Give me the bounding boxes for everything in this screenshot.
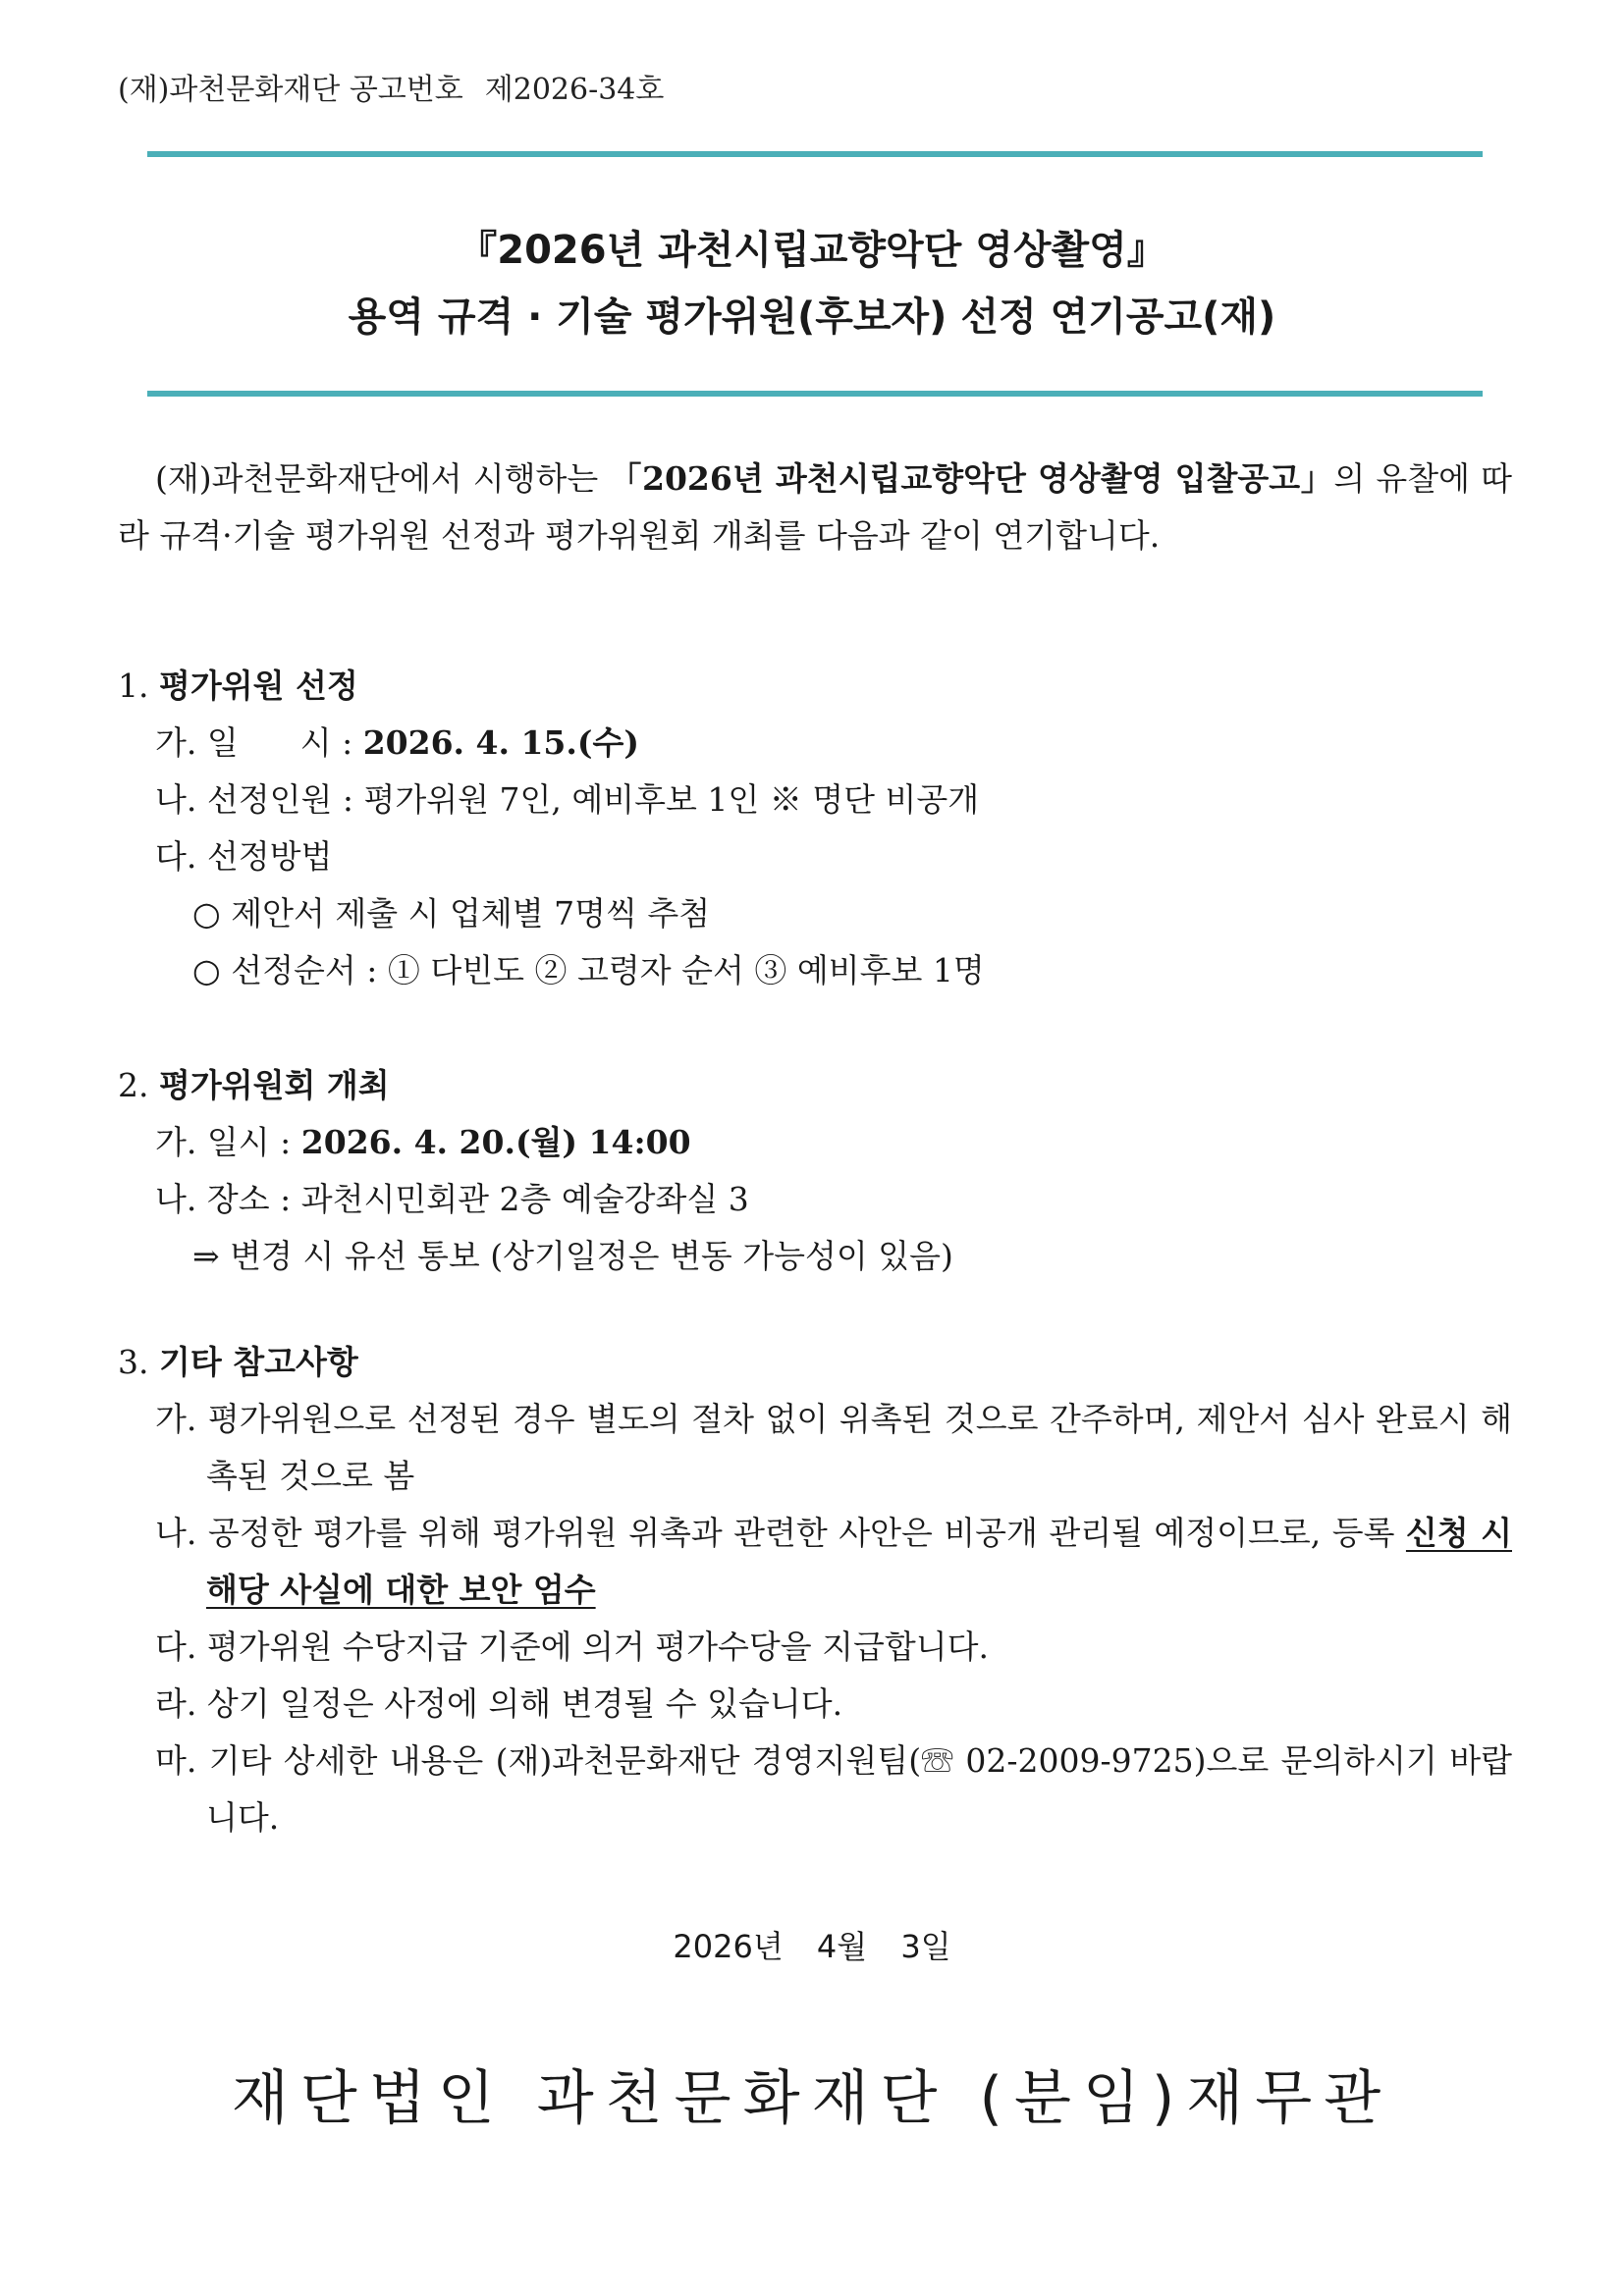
list-item (155, 1619, 1512, 1676)
section-heading (118, 1057, 1512, 1114)
intro-bid-title: 「2026년 과천시립교향악단 영상촬영 입찰공고」 (609, 459, 1334, 498)
security-emphasis: 신청 시 해당 사실에 대한 보안 엄수 (206, 1514, 1512, 1609)
list-item (155, 772, 1512, 828)
list-item (155, 1114, 1512, 1171)
item-label: 장소 (206, 1180, 270, 1218)
list-item (155, 1391, 1512, 1505)
circle-bullet: ○ (192, 951, 221, 989)
item-value: 평가위원 7인, 예비후보 1인 ※ 명단 비공개 (363, 780, 980, 819)
item-label: 일시 (206, 1123, 270, 1161)
section-heading (118, 1334, 1512, 1391)
title-divider (147, 391, 1483, 397)
item-marker: 나. (155, 1180, 197, 1218)
section-number: 1. (118, 667, 149, 705)
item-label: 선정방법 (206, 837, 333, 876)
section-title: 기타 참고사항 (159, 1343, 358, 1381)
item-marker: 나. (155, 1514, 197, 1552)
list-item (155, 828, 1512, 885)
sub-item-text: 선정순서 : ① 다빈도 ② 고령자 순서 ③ 예비후보 1명 (231, 951, 985, 989)
intro-pre: (재)과천문화재단에서 시행하는 (155, 459, 610, 498)
list-item (155, 1733, 1512, 1846)
header-number: 제2026-34호 (484, 73, 665, 107)
section-heading (118, 658, 1512, 715)
title-line-1: 『2026년 과천시립교향악단 영상촬영』 (458, 228, 1166, 273)
sub-item (192, 942, 1512, 999)
change-note (192, 1228, 1512, 1285)
section-number: 3. (118, 1343, 149, 1381)
item-marker: 마. (155, 1741, 197, 1780)
item-marker: 나. (155, 780, 197, 819)
list-item (155, 1676, 1512, 1733)
sub-item-text: 제안서 제출 시 업체별 7명씩 추첨 (231, 894, 711, 933)
item-label: 일 시 (206, 723, 332, 762)
issuer-signature: 재단법인 과천문화재단 (분임)재무관 (231, 2064, 1393, 2133)
intro-paragraph (118, 451, 1512, 564)
item-text: 평가위원으로 선정된 경우 별도의 절차 없이 위촉된 것으로 간주하며, 제안서 심사 완료시 해촉된 것으로 봄 (206, 1400, 1512, 1495)
section-committee-meeting (118, 1057, 1512, 1285)
item-label: 선정인원 (206, 780, 333, 819)
intro-post: 의 유찰에 따라 규격·기술 평가위원 선정과 평가위원회 개최를 다음과 같이 연기합니다. (118, 459, 1512, 555)
item-value: 2026. 4. 15.(수) (362, 723, 639, 762)
note-text: 변경 시 유선 통보 (상기일정은 변동 가능성이 있음) (230, 1237, 953, 1275)
item-marker: 다. (155, 837, 197, 876)
arrow-icon: ⇒ (192, 1237, 220, 1275)
item-value: 과천시민회관 2층 예술강좌실 3 (300, 1180, 749, 1218)
item-marker: 가. (155, 1123, 197, 1161)
notice-date: 2026년 4월 3일 (673, 1928, 951, 1965)
sub-item (192, 885, 1512, 942)
item-marker: 가. (155, 1400, 197, 1438)
circle-bullet: ○ (192, 894, 221, 933)
item-separator: : (342, 723, 353, 762)
list-item (155, 1505, 1512, 1619)
item-separator: : (280, 1180, 292, 1218)
top-divider (147, 151, 1483, 157)
item-text: 공정한 평가를 위해 평가위원 위촉과 관련한 사안은 비공개 관리될 예정이므로, 등록 (207, 1514, 1406, 1552)
header-label: 공고번호 (349, 73, 463, 107)
section-number: 2. (118, 1066, 149, 1104)
item-marker: 라. (155, 1684, 197, 1723)
item-text: 평가위원 수당지급 기준에 의거 평가수당을 지급합니다. (206, 1628, 990, 1666)
item-marker: 다. (155, 1628, 197, 1666)
item-text: 상기 일정은 사정에 의해 변경될 수 있습니다. (206, 1684, 843, 1723)
section-title: 평가위원 선정 (159, 667, 358, 705)
item-text: 기타 상세한 내용은 (재)과천문화재단 경영지원팀(☏ 02-2009-9725)으로 문의하시기 바랍니다. (206, 1741, 1512, 1837)
item-value: 2026. 4. 20.(월) 14:00 (300, 1123, 691, 1161)
list-item (155, 1171, 1512, 1228)
notice-number-header (118, 71, 664, 110)
section-committee-selection (118, 658, 1512, 999)
section-other-notes (118, 1334, 1512, 1846)
item-marker: 가. (155, 723, 197, 762)
section-title: 평가위원회 개최 (159, 1066, 390, 1104)
item-separator: : (280, 1123, 292, 1161)
title-line-2: 용역 규격 · 기술 평가위원(후보자) 선정 연기공고(재) (348, 294, 1276, 340)
item-separator: : (342, 780, 354, 819)
list-item (155, 715, 1512, 772)
header-org: (재)과천문화재단 (118, 73, 341, 107)
